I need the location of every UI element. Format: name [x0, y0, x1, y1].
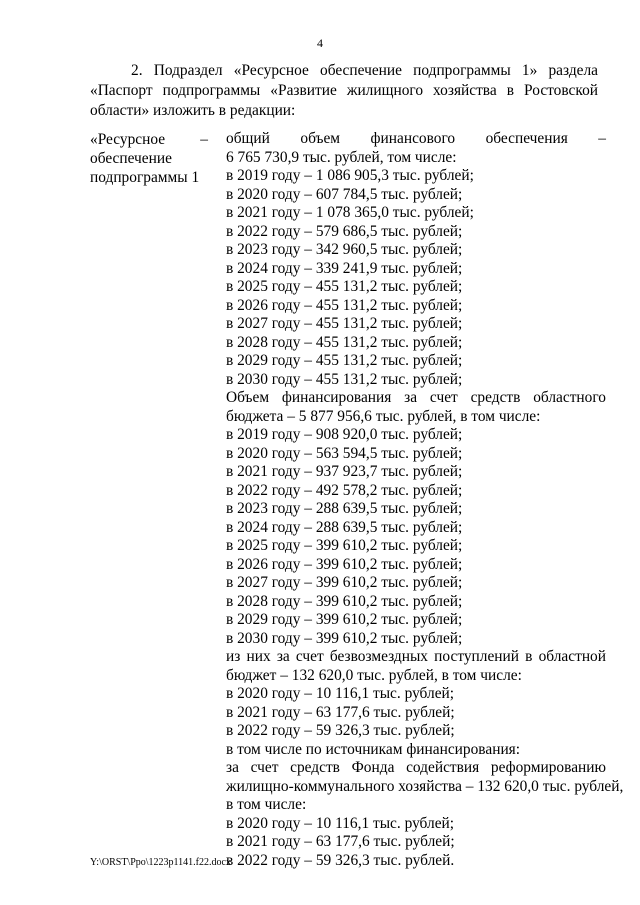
- list-item: в 2019 году – 908 920,0 тыс. рублей;: [226, 426, 463, 443]
- list-item: в 2021 году – 1 078 365,0 тыс. рублей;: [226, 204, 474, 221]
- resource-label-line-3: подпрограммы 1: [90, 169, 200, 187]
- list-item: в 2020 году – 607 784,5 тыс. рублей;: [226, 185, 463, 203]
- resource-label-line-2: обеспечение: [90, 150, 172, 168]
- total-years-list: [226, 167, 606, 389]
- gratuitous-line-1: из них за счет безвозмездных поступлений в областной: [226, 648, 606, 665]
- list-item: в 2024 году – 339 241,9 тыс. рублей;: [226, 259, 463, 277]
- list-item: в 2030 году – 399 610,2 тыс. рублей;: [226, 629, 463, 647]
- list-item: в 2023 году – 342 960,5 тыс. рублей;: [226, 241, 463, 258]
- fund-line-2: жилищно-коммунального хозяйства – 132 620,0 тыс. рублей,: [226, 777, 624, 795]
- regional-line-1: Объем финансирования за счет средств областного: [226, 389, 606, 406]
- list-item: в 2030 году – 455 131,2 тыс. рублей;: [226, 370, 463, 388]
- list-item: в 2021 году – 63 177,6 тыс. рублей;: [226, 703, 455, 721]
- list-item: в 2023 году – 288 639,5 тыс. рублей;: [226, 500, 463, 517]
- gratuitous-years-list: [226, 685, 606, 741]
- intro-line-1: 2. Подраздел «Ресурсное обеспечение подпрограммы 1» раздела: [131, 62, 598, 79]
- list-item: в 2025 году – 399 610,2 тыс. рублей;: [226, 537, 463, 554]
- total-line-1: общий объем финансового обеспечения –: [226, 130, 606, 147]
- list-item: в 2022 году – 59 326,3 тыс. рублей.: [226, 851, 455, 869]
- list-item: в 2022 году – 579 686,5 тыс. рублей;: [226, 222, 463, 240]
- resource-label-line-1: «Ресурсное: [90, 131, 166, 148]
- list-item: в 2025 году – 455 131,2 тыс. рублей;: [226, 278, 463, 295]
- fund-years-list: [226, 815, 606, 871]
- intro-line-3: области» изложить в редакции:: [90, 102, 296, 119]
- resource-details: [226, 130, 624, 870]
- list-item: в 2022 году – 492 578,2 тыс. рублей;: [226, 481, 463, 499]
- regional-years-list: [226, 426, 606, 648]
- sources-line: в том числе по источникам финансирования:: [226, 740, 521, 758]
- file-path-footer: Y:\ORST\Ppo\1223p1141.f22.docx: [90, 857, 231, 868]
- resource-label-dash: –: [200, 131, 208, 148]
- list-item: в 2026 году – 455 131,2 тыс. рублей;: [226, 296, 463, 314]
- list-item: в 2028 году – 399 610,2 тыс. рублей;: [226, 592, 463, 610]
- fund-line-1: за счет средств Фонда содействия реформированию: [226, 759, 606, 776]
- list-item: в 2024 году – 288 639,5 тыс. рублей;: [226, 518, 463, 536]
- list-item: в 2021 году – 937 923,7 тыс. рублей;: [226, 463, 463, 480]
- intro-paragraph: [90, 61, 598, 121]
- list-item: в 2022 году – 59 326,3 тыс. рублей;: [226, 722, 455, 739]
- list-item: в 2029 году – 399 610,2 тыс. рублей;: [226, 611, 463, 628]
- list-item: в 2021 году – 63 177,6 тыс. рублей;: [226, 833, 455, 850]
- fund-line-3: в том числе:: [226, 796, 307, 813]
- list-item: в 2019 году – 1 086 905,3 тыс. рублей;: [226, 167, 474, 184]
- gratuitous-line-2: бюджет – 132 620,0 тыс. рублей, в том числе:: [226, 666, 522, 684]
- total-line-2: 6 765 730,9 тыс. рублей, том числе:: [226, 148, 457, 166]
- regional-line-2: бюджета – 5 877 956,6 тыс. рублей, в том числе:: [226, 407, 541, 425]
- intro-line-2: «Паспорт подпрограммы «Развитие жилищного хозяйства в Ростовской: [90, 82, 598, 99]
- list-item: в 2027 году – 399 610,2 тыс. рублей;: [226, 574, 463, 591]
- resource-label: [90, 130, 208, 188]
- list-item: в 2029 году – 455 131,2 тыс. рублей;: [226, 352, 463, 369]
- list-item: в 2026 году – 399 610,2 тыс. рублей;: [226, 555, 463, 573]
- list-item: в 2020 году – 10 116,1 тыс. рублей;: [226, 814, 455, 832]
- list-item: в 2028 году – 455 131,2 тыс. рублей;: [226, 333, 463, 351]
- list-item: в 2020 году – 563 594,5 тыс. рублей;: [226, 444, 463, 462]
- page-number: 4: [317, 36, 323, 50]
- list-item: в 2020 году – 10 116,1 тыс. рублей;: [226, 685, 455, 702]
- list-item: в 2027 году – 455 131,2 тыс. рублей;: [226, 315, 463, 332]
